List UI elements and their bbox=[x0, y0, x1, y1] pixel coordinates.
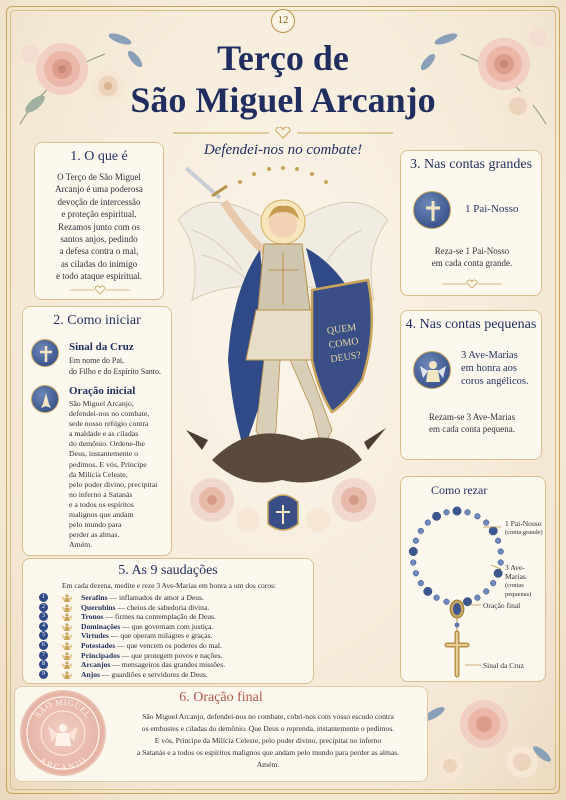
rosary-small-bead bbox=[483, 520, 489, 526]
rosary-small-bead bbox=[498, 560, 504, 566]
salutation-description: — inflamados de amor a Deus. bbox=[107, 593, 204, 602]
section-1-line: santos anjos, pedindo bbox=[60, 234, 138, 245]
salutation-choir-name: Tronos bbox=[81, 612, 104, 622]
heart-divider-icon bbox=[173, 127, 393, 139]
section-3-line: Reza-se 1 Pai-Nosso bbox=[434, 246, 510, 256]
opening-prayer-line: Deus, instantemente o bbox=[69, 449, 139, 459]
salutation-number: 8 bbox=[39, 660, 48, 669]
floral-decoration-bottom-right-icon bbox=[414, 684, 556, 790]
salutation-choir-name: Potestades bbox=[81, 641, 116, 650]
sign-of-cross-title: Sinal da Cruz bbox=[69, 341, 134, 353]
seal-text-top: SÃO MIGUEL bbox=[32, 696, 94, 720]
section-4-line: em cada conta pequena. bbox=[429, 424, 515, 435]
final-prayer-line: E vós, Príncipe da Milícia Celeste, pelo poder divino, precipitai no inferno bbox=[154, 736, 382, 745]
angel-choir-icon bbox=[61, 631, 73, 641]
section-how-to-pray bbox=[400, 476, 546, 682]
section-5-intro: Em cada dezena, medite e reze 3 Ave-Marias em honra a um dos coros: bbox=[62, 581, 276, 590]
salutation-number: 3 bbox=[39, 612, 48, 621]
section-1-line: as ciladas do inimigo bbox=[60, 258, 138, 269]
rosary-large-bead bbox=[489, 527, 497, 535]
saint-michael-seal-icon bbox=[20, 690, 106, 776]
section-large-beads bbox=[400, 150, 542, 296]
salutation-choir-name: Serafins bbox=[81, 593, 108, 602]
rosary-small-bead bbox=[425, 520, 431, 526]
rosary-label-small-beads-note: (contas pequenas) bbox=[505, 582, 532, 598]
cross-medal-icon bbox=[413, 191, 451, 229]
hail-mary-label: em honra aos bbox=[461, 363, 517, 374]
rosary-label-small-beads: 3 Ave-Marias bbox=[505, 563, 526, 581]
seal-text-bottom: ARCANJO bbox=[38, 754, 88, 773]
section-1-line: Rezamos junto com os bbox=[58, 221, 140, 232]
opening-prayer-line: perder as almas. bbox=[69, 530, 120, 540]
salutation-choir-name: Arcanjos bbox=[81, 660, 111, 670]
angel-choir-icon bbox=[61, 603, 73, 613]
salutation-choir-name: Virtudes bbox=[81, 631, 109, 641]
salutation-number: 6 bbox=[39, 641, 48, 650]
section-3-line: em cada conta grande. bbox=[431, 258, 513, 269]
how-to-pray-heading: Como rezar bbox=[431, 483, 488, 497]
opening-prayer-line: no inferno a Satanás bbox=[69, 489, 133, 499]
title-line-2: São Miguel Arcanjo bbox=[130, 80, 436, 120]
rosary-label-cross: Sinal da Cruz bbox=[483, 661, 524, 670]
angel-choir-icon bbox=[61, 622, 73, 632]
section-2-heading: 2. Como iniciar bbox=[53, 313, 141, 328]
final-prayer-line: São Miguel Arcanjo, defendei-nos no combate, cobri-nos com vosso escudo contra bbox=[142, 712, 394, 721]
salutation-number: 4 bbox=[39, 622, 48, 631]
opening-prayer-line: do demônio. Ordene-lhe bbox=[69, 439, 145, 449]
opening-prayer-line: Amém. bbox=[69, 540, 93, 550]
section-what-is bbox=[34, 142, 164, 300]
salutation-number: 2 bbox=[39, 603, 48, 612]
final-prayer-line: Amém. bbox=[256, 760, 280, 769]
hail-mary-label: coros angélicos. bbox=[461, 376, 529, 387]
section-4-heading: 4. Nas contas pequenas bbox=[405, 317, 537, 332]
opening-prayer-line: malignos que andam bbox=[69, 510, 134, 520]
salutation-number: 5 bbox=[39, 631, 48, 640]
salutation-description: — que operam milagres e graças. bbox=[108, 631, 213, 641]
rosary-large-bead bbox=[494, 569, 502, 577]
angel-choir-icon bbox=[61, 670, 73, 680]
section-1-line: e proteção espiritual. bbox=[61, 209, 137, 220]
section-1-line: O Terço de São Miguel bbox=[57, 172, 141, 182]
salutation-choir-name: Anjos bbox=[81, 669, 100, 679]
angel-choir-icon bbox=[61, 651, 73, 661]
salutation-description: — cheios de sabedoria divina. bbox=[115, 602, 210, 612]
opening-prayer-line: da Milícia Celeste, bbox=[69, 469, 128, 479]
section-1-heading: 1. O que é bbox=[70, 149, 128, 164]
opening-prayer-line: e a todos os espíritos bbox=[69, 499, 134, 509]
opening-prayer-title: Oração inicial bbox=[69, 385, 136, 397]
section-1-line: a defesa contra o mal, bbox=[59, 246, 139, 257]
rosary-small-bead bbox=[498, 549, 504, 555]
salutation-description: — que vencem os poderes do mal. bbox=[115, 641, 222, 650]
rosary-small-bead bbox=[418, 528, 424, 534]
section-4-line: Rezam-se 3 Ave-Marias bbox=[428, 412, 516, 422]
shield-text-3: DEUS? bbox=[329, 349, 362, 366]
salutation-number: 9 bbox=[39, 670, 48, 679]
salutation-number: 1 bbox=[39, 593, 48, 602]
rosary-small-bead bbox=[413, 571, 419, 577]
rosary-small-bead bbox=[418, 580, 424, 586]
salutation-description: — firmes na contemplação de Deus. bbox=[103, 612, 216, 622]
sign-of-cross-line: Em nome do Pai, bbox=[69, 356, 125, 365]
praying-hands-icon bbox=[31, 385, 59, 413]
hail-mary-label: 3 Ave-Marias bbox=[461, 350, 518, 361]
salutation-description: — guardiões e servidores de Deus. bbox=[100, 669, 208, 679]
heart-ornament-icon bbox=[70, 285, 130, 295]
section-1-line: devoção de intercessão bbox=[57, 196, 141, 207]
opening-prayer-line: pelo poder divino, precipitai bbox=[69, 479, 158, 489]
shield-text-2: COMO bbox=[328, 335, 360, 352]
subtitle: Defendei-nos no combate! bbox=[203, 142, 363, 158]
saint-michael-illustration bbox=[172, 160, 394, 540]
rosary-large-bead bbox=[453, 507, 461, 515]
salutation-choir-name: Querubins bbox=[81, 602, 116, 612]
angel-medal-icon bbox=[413, 351, 451, 389]
cross-medal-icon bbox=[31, 339, 59, 367]
section-nine-salutations bbox=[22, 558, 314, 684]
angel-choir-icon bbox=[61, 593, 73, 603]
opening-prayer-line: São Miguel Arcanjo, bbox=[69, 399, 134, 408]
rosary-small-bead bbox=[483, 589, 489, 595]
our-father-label: 1 Pai-Nosso bbox=[465, 203, 519, 215]
rosary-small-bead bbox=[434, 595, 440, 601]
section-1-line: Arcanjo é uma poderosa bbox=[55, 184, 143, 195]
heart-ornament-icon bbox=[442, 279, 502, 289]
angel-choir-icon bbox=[61, 612, 73, 622]
angel-choir-icon bbox=[61, 660, 73, 670]
section-6-heading: 6. Oração final bbox=[179, 690, 263, 705]
page-number-badge: 12 bbox=[271, 9, 295, 33]
salutation-description: — que protegem povos e nações. bbox=[119, 650, 223, 660]
section-how-to-start bbox=[22, 306, 172, 556]
angel-choir-icon bbox=[61, 641, 73, 651]
final-prayer-line: os embustes e ciladas do demônio. Que Deus o reprenda, instantemente o pedimos. bbox=[141, 724, 395, 733]
salutation-choir-name: Dominações bbox=[81, 621, 121, 631]
rosary-large-bead bbox=[463, 598, 471, 606]
salutation-description: — mensageiros das grandes missões. bbox=[110, 660, 226, 670]
rosary-small-bead bbox=[413, 538, 419, 544]
salutation-choir-name: Principados bbox=[81, 650, 120, 660]
section-1-line: e todo ataque espiritual. bbox=[56, 271, 142, 282]
rosary-label-big-bead: 1 Pai-Nosso bbox=[505, 519, 542, 528]
opening-prayer-line: pelo mundo para bbox=[69, 520, 122, 530]
rosary-label-big-bead-note: (conta grande) bbox=[505, 529, 543, 536]
shield-text-1: QUEM bbox=[326, 322, 358, 338]
opening-prayer-line: a maldade e as ciladas bbox=[69, 429, 139, 439]
section-small-beads bbox=[400, 310, 542, 460]
title-line-1: Terço de bbox=[217, 38, 349, 78]
rosary-label-medal: Oração final bbox=[483, 601, 521, 610]
section-5-heading: 5. As 9 saudações bbox=[118, 563, 218, 578]
rosary-small-bead bbox=[465, 510, 471, 516]
sign-of-cross-line: do Filho e do Espírito Santo. bbox=[69, 367, 161, 376]
final-prayer-line: a Satanás e a todos os espíritos malignos que andam pelo mundo para perder as almas. bbox=[136, 748, 400, 757]
section-3-heading: 3. Nas contas grandes bbox=[409, 157, 533, 172]
rosary-large-bead bbox=[432, 512, 440, 520]
rosary-small-bead bbox=[444, 599, 450, 605]
opening-prayer-line: sede nosso refúgio contra bbox=[69, 419, 149, 429]
salutation-number: 7 bbox=[39, 651, 48, 660]
rosary-small-bead bbox=[475, 514, 481, 520]
opening-prayer-line: defendei-nos no combate, bbox=[69, 409, 150, 419]
rosary-small-bead bbox=[475, 595, 481, 601]
salutation-description: — que governam com justiça. bbox=[120, 621, 214, 631]
opening-prayer-line: pedimos. E vós, Príncipe bbox=[69, 459, 147, 469]
rosary-small-bead bbox=[495, 538, 501, 544]
rosary-small-bead bbox=[411, 560, 417, 566]
rosary-large-bead bbox=[424, 587, 432, 595]
rosary-small-bead bbox=[490, 580, 496, 586]
rosary-large-bead bbox=[409, 547, 417, 555]
rosary-small-bead bbox=[444, 510, 450, 516]
